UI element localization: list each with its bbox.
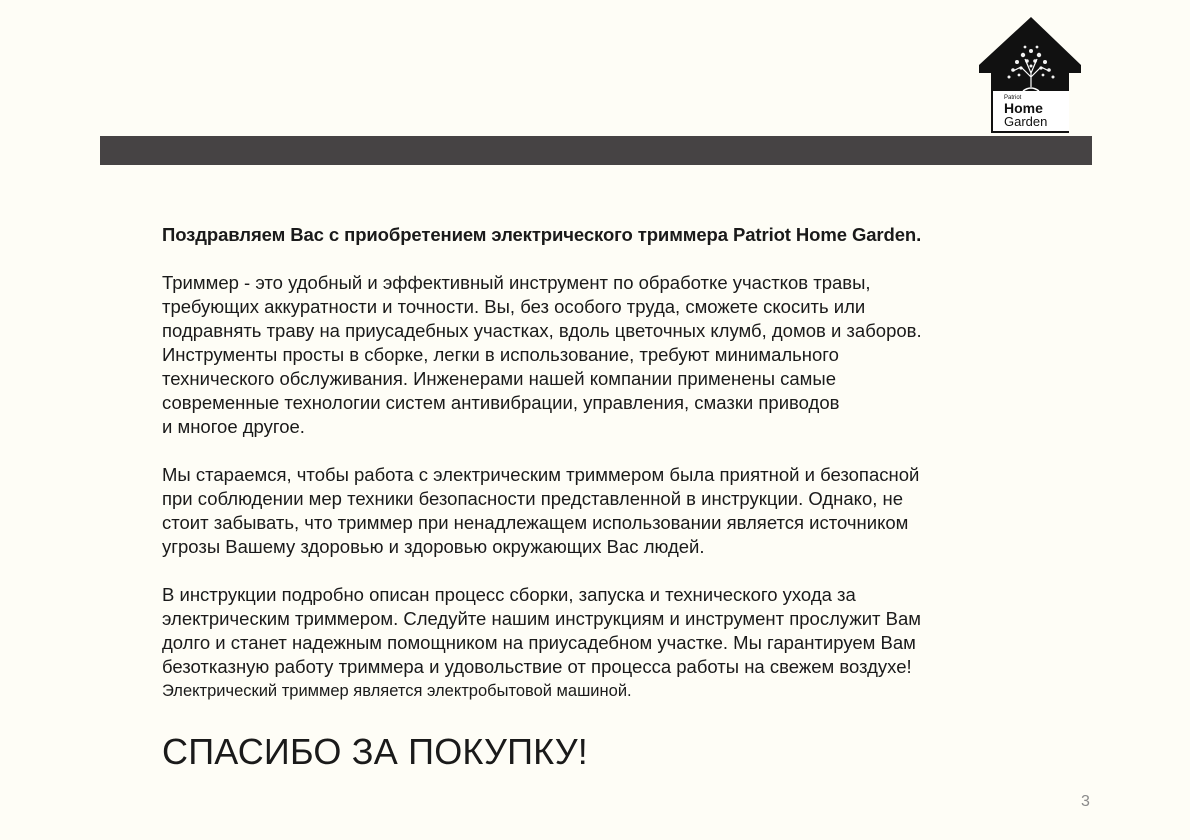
document-body bbox=[162, 223, 1042, 703]
text-line: стоит забывать, что триммер при ненадлежащем использовании является источником bbox=[162, 512, 909, 533]
text-line: долго и станет надежным помощником на приусадебном участке. Мы гарантируем Вам bbox=[162, 632, 916, 653]
tree-house-icon bbox=[977, 15, 1085, 135]
text-line: угрозы Вашему здоровью и здоровью окружающих Вас людей. bbox=[162, 536, 705, 557]
header-band bbox=[100, 136, 1092, 165]
svg-text:Home: Home bbox=[1004, 100, 1043, 116]
text-line: электрическим триммером. Следуйте нашим инструкциям и инструмент прослужит Вам bbox=[162, 608, 922, 629]
thank-you-heading: СПАСИБО ЗА ПОКУПКУ! bbox=[162, 731, 588, 772]
text-line: Инструменты просты в сборке, легки в использование, требуют минимального bbox=[162, 344, 839, 365]
text-line: подравнять траву на приусадебных участках, вдоль цветочных клумб, домов и заборов. bbox=[162, 320, 922, 341]
svg-text:Patriot: Patriot bbox=[1004, 95, 1022, 101]
svg-text:Garden: Garden bbox=[1004, 114, 1048, 129]
brand-logo bbox=[977, 15, 1085, 135]
text-line: Мы стараемся, чтобы работа с электрическим триммером была приятной и безопасной bbox=[162, 464, 920, 485]
paragraph-safety bbox=[162, 463, 1042, 559]
text-line: и многое другое. bbox=[162, 416, 305, 437]
paragraph-instructions bbox=[162, 583, 1042, 703]
paragraph-intro bbox=[162, 271, 1042, 439]
text-line: современные технологии систем антивибрации, управления, смазки приводов bbox=[162, 392, 840, 413]
headline: Поздравляем Вас с приобретением электрического триммера Patriot Home Garden. bbox=[162, 224, 922, 245]
text-line: технического обслуживания. Инженерами нашей компании применены самые bbox=[162, 368, 836, 389]
text-line: безотказную работу триммера и удовольствие от процесса работы на свежем воздухе! bbox=[162, 656, 912, 677]
appliance-note: Электрический триммер является электробытовой машиной. bbox=[162, 682, 632, 700]
page-number: 3 bbox=[1081, 793, 1090, 810]
text-line: требующих аккуратности и точности. Вы, без особого труда, сможете скосить или bbox=[162, 296, 866, 317]
text-line: при соблюдении мер техники безопасности представленной в инструкции. Однако, не bbox=[162, 488, 904, 509]
text-line: В инструкции подробно описан процесс сборки, запуска и технического ухода за bbox=[162, 584, 856, 605]
text-line: Триммер - это удобный и эффективный инструмент по обработке участков травы, bbox=[162, 272, 871, 293]
